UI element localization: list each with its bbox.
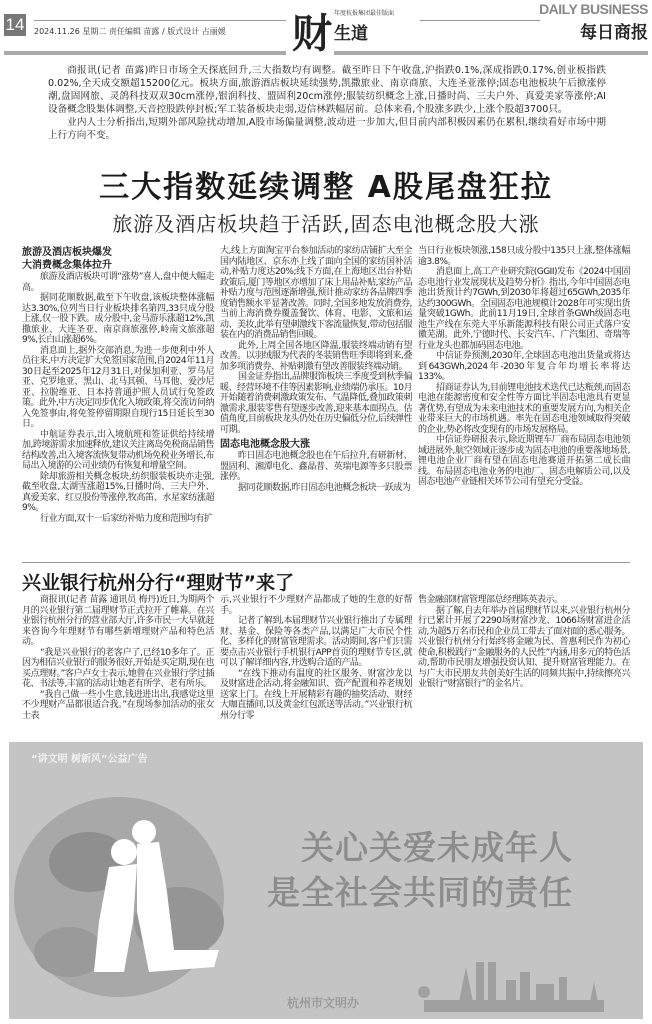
article1-column-2 (220, 246, 412, 493)
paragraph: 记者了解到,本届理财节兴业银行推出了专属理财、基金、保险等各类产品,以满足广大市民个性化、多样化的财富管理需求。活动期间,客户们只需要点击兴业银行手机银行APP首页的理财节专区,就可以了解详细内容,并选购合适的产品。 (220, 616, 412, 668)
paragraph: 招商证券认为,目前锂电池技术迭代已达瓶颈,而固态电池在能源密度和安全性等方面比半固态电池具有更显著优势,有望成为未来电池技术的重要发展方向,为相关企业带来巨大的市场机遇。率先在固态电池领域取得突破的企业,势必将改变现有的市场发展格局。 (418, 382, 630, 435)
paragraph: 国金证券指出,品牌服饰板块三季度受到秋季偏暖、经营环境不佳等因素影响,业绩端仍承压。10月开始随着消费刺激政策发布、气温降低,叠加政策刺激需求,服装零售有望逐步改善,迎来基本面拐点。估值角度,目前板块龙头仍处在历史偏低分位,后续弹性可期。 (220, 372, 412, 435)
paragraph: 售金融部财富管理部总经理陈英表示。 (418, 595, 563, 605)
paragraph: 据同花顺数据,截至下午收盘,该板块整体涨幅达3.30%,位列当日行业板块排名第四,33只成分股上涨,仅一股下跌。成分股中,金马游乐涨超12%,凯撒旅业、大连圣亚、南京商旅涨停,岭南文旅涨超9%,长白山涨超6%。 (22, 293, 214, 345)
headline: 三大指数延续调整 A股尾盘狂拉 (99, 170, 553, 205)
paragraph: 大,线上方面淘宝平台参加活动的家纺店铺扩大至全国内陆地区、京东亦上线了面向全国的家纺国补活动,补贴力度达20%;线下方面,在上海地区出台补贴政策后,厦门等地区亦增加了床上用品补贴,家纺产品补贴力度与范围逐渐增强,预计推动家纺各品牌四季度销售额水平显著改善。同时,全国多地发放消费券,当前上海消费券覆盖餐饮、体育、电影、文旅和运动、美妆,此举有望刺激线下客流量恢复,带动包括服装在内的消费品销售回暖。 (220, 246, 412, 340)
paragraph: 当日行业板块领涨,158只成分股中135只上涨,整体涨幅逾3.8%。 (418, 246, 630, 267)
section-heading: 大消费概念集体拉升 (22, 260, 112, 271)
ad-illustration-silhouette (9, 772, 269, 1019)
article2-column-1 (22, 595, 214, 721)
ad-slogan-line-2: 是全社会共同的责任 (267, 873, 573, 912)
article1-column-3 (418, 246, 630, 488)
paragraph: 行业方面,双十一后家纺补贴力度和范围均有扩 (40, 513, 213, 524)
header-rule (34, 20, 286, 21)
ad-slogan-line-1: 关心关爱未成年人 (301, 828, 573, 867)
header-bar-right (334, 51, 648, 55)
paragraph: 除却旅游相关概念板块,纺织服装板块亦走强,截至收盘,太湖雪涨超15%,日播时尚、三夫户外、真爱美家、红豆股份等涨停,牧高笛、水星家纺涨超9%。 (22, 471, 214, 513)
paragraph: 中信证券预测,2030年,全球固态电池出货量或将达到643GWh,2024年-2030年复合年均增长率将达133%。 (418, 351, 630, 382)
lead-paragraphs (48, 64, 606, 142)
paragraph: 商报讯(记者 苗露 通讯员 梅丹)近日,为期两个月的兴业银行第二届理财节正式拉开了帷幕。在兴业银行杭州分行的营业部大厅,许多市民一大早就赶来咨询今年理财节有哪些新增理财产品和特色活动。 (22, 595, 214, 647)
lead-paragraph: 业内人士分析指出,短期外部风险扰动增加,A股市场偏量调整,波动进一步加大,但目前内部积极因素仍在累积,继续看好市场中期上行方向不变。 (48, 117, 606, 141)
header-bar (4, 51, 286, 55)
ad-sponsor: 杭州市文明办 (287, 996, 360, 1010)
subheadline: 旅游及酒店板块趋于活跃,固态电池概念股大涨 (112, 212, 540, 236)
paragraph: “我自己做一些小生意,钱进进出出,我感觉这里不少理财产品都很适合我。”在现场参加活动的张女士表 (22, 689, 214, 721)
paragraph: 中航证券表示,出入境航班和签证供给持续增加,跨境游需求加速释放,建议关注离岛免税商品销售结构改善,出入境客流恢复带动机场免税业务增长,布局出入境游的公司业绩仍有恢复和增量空间。 (22, 429, 214, 471)
section-heading: 固态电池概念股大涨 (220, 439, 310, 450)
dateline: 2024.11.26 星期二 责任编辑 苗露 / 版式设计 占丽媛 (34, 27, 226, 36)
article2-column-2 (220, 595, 412, 721)
paragraph: 示,兴业银行不少理财产品都成了她的生意的好帮手。 (220, 595, 412, 616)
column-logo-glyph: 财 (292, 10, 332, 57)
article2-column-3 (418, 595, 630, 690)
slogan: 年度杭报集团最佳版面 (334, 10, 395, 17)
lead-paragraph: 商报讯(记者 苗露)昨日市场全天探底回升,三大指数均有调整。截至昨日下午收盘,沪指跌0.1%,深成指跌0.17%,创业板指跌0.02%,全天成交额超15200亿元。板块方面,旅游酒店板块延续强势,凯撒旅业、南京商旅、大连圣亚涨停;固态电池板块午后掀涨停潮,盘固网旅、灵鸽科技双双30cm涨停,银润科技、盟固利20cm涨停;服装纺织概念上涨,日播时尚、三夫户外、真爱美家等涨停;AI设备概念股集体调整,天音控股跌停封板;军工装备板块走弱,迈信林跌幅居前。总体来看,个股涨多跌少,上涨个股超3700只。 (48, 65, 606, 115)
page-number: 14 (5, 15, 25, 34)
public-service-ad (9, 742, 643, 1019)
city-skyline-icon (414, 952, 614, 1012)
paragraph: 昨日固态电池概念股也在午后拉升,有研新材、盟固利、湘潭电化、鑫晶普、英瑞电源等多只股票涨停。 (220, 451, 412, 482)
paragraph: 此外,上周全国各地区降温,服装终端动销有望改善。以羽绒服为代表的冬装销售旺季即将到来,叠加多项消费券、补贴刺激有望改善服装终端动销。 (220, 340, 412, 372)
paragraph: 旅游及酒店板块可谓“涨势”喜人,盘中便大幅走高。 (22, 272, 214, 293)
paragraph: 消息面上,高工产业研究院(GGII)发布《2024中国固态电池行业发展现状及趋势分析》指出,今年中国固态电池出货预计约7GWh,到2030年将超过65GWh,2035年达约300GWh。全国固态电池规模计2028年可实现出货量突破1GWh。此前11月19日,全球首条GWh级固态电池生产线在东莞大平乐新能源科技有限公司正式落户安徽芜湖。此外,宁德时代、长安汽车、广汽集团、奇瑞等行业龙头也都加码固态电池。 (418, 267, 630, 351)
paragraph: “我是兴业银行的老客户了,已经10多年了。正因为相信兴业银行的服务很好,开始是买定期,现在也买点理财。”客户卢女士表示,她曾在兴业银行学过插花、书法等,丰富的活动让她老有所学、老有所乐。 (22, 647, 214, 689)
column-name: 生道 (334, 24, 368, 44)
ad-tag: “讲文明 树新风”公益广告 (31, 754, 148, 765)
section-divider (22, 562, 630, 563)
paper-name-cn: 每日商报 (580, 23, 648, 43)
article1-column-1 (22, 246, 214, 524)
paragraph: 中信证券研报表示,除近期锂车厂商布局固态电池领域进展外,航空领域正逐步成为固态电池的重要落地场景,锂电池企业厂商有望在固态电池赛道开拓第二成长曲线。布局固态电池业务的电池厂、固态电解质公司,以及固态电池产业链相关环节公司有望充分受益。 (418, 435, 630, 487)
section-heading: 旅游及酒店板块爆发 (22, 247, 112, 258)
paragraph: 消息面上,据外交部消息,为进一步便利中外人员往来,中方决定扩大免签国家范围,自2024年11月30日起至2025年12月31日,对保加利亚、罗马尼亚、克罗地亚、黑山、北马其顿、马耳他、爱沙尼亚、拉脱维亚、日本持普通护照人员试行免签政策。此外,中方决定同步优化入境政策,将交流访问纳入免签事由,将免签停留期限自现行15日延长至30日。 (22, 345, 214, 429)
paragraph: 据了解,自去年举办首届理财节以来,兴业银行杭州分行已累计开展了2290场财富沙龙、1066场财富进企活动,为超5万名市民和企业员工带去了面对面的悉心服务。兴业银行杭州分行始终将金融为民、普惠利民作为初心使命,积极践行“金融服务的人民性”内涵,用多元的特色活动,帮助市民朋友增强投资认知、提升财富管理能力。在与广大市民朋友共创美好生活的同频共振中,持续擦亮兴业银行“财富银行”的金名片。 (418, 605, 630, 689)
header-rule-right (420, 20, 540, 21)
paragraph: “在线下推动有温度的社区服务、财富沙龙以及财富进企活动,将金融知识、资产配置和养老规划送家上门。在线上开展精彩有趣的抽奖活动、财经大咖直播间,以及黄金红包派送等活动。”兴业银行杭州分行零 (220, 668, 412, 721)
paragraph: 据同花顺数据,昨日固态电池概念板块一跃成为 (238, 482, 411, 493)
article2-headline: 兴业银行杭州分行“理财节”来了 (22, 572, 294, 594)
paper-name-en: DAILY BUSINESS (539, 1, 648, 17)
